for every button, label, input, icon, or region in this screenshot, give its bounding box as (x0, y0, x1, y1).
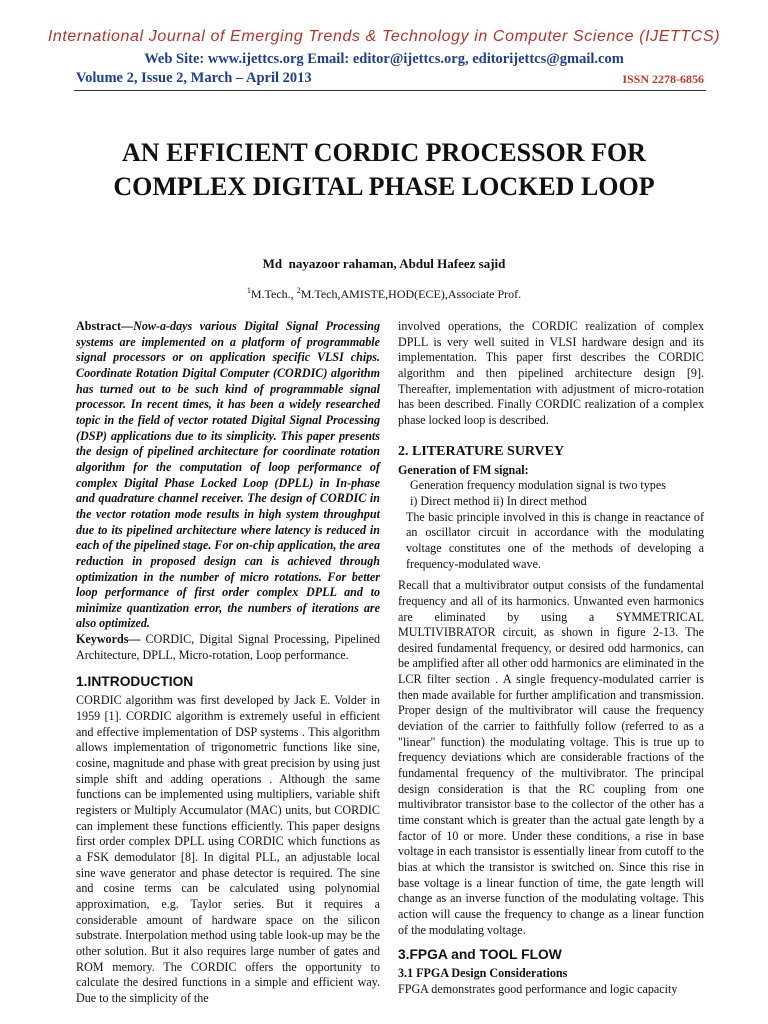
paper-title: AN EFFICIENT CORDIC PROCESSOR FOR COMPLEX DIGITAL PHASE LOCKED LOOP (113, 138, 655, 201)
issn: ISSN 2278-6856 (622, 72, 704, 86)
journal-title: International Journal of Emerging Trends & Technology in Computer Science (IJETTCS) (47, 28, 721, 45)
right-column (398, 319, 704, 998)
left-column (76, 319, 380, 1007)
abstract (76, 319, 380, 632)
fm-types-line: Generation frequency modulation signal is two types (410, 478, 666, 493)
fm-methods-line: i) Direct method ii) In direct method (410, 493, 587, 508)
paper-authors: Md nayazoor rahaman, Abdul Hafeez sajid (262, 256, 506, 271)
abstract-label: Abstract— (76, 319, 134, 333)
affiliation-part-2: M.Tech,AMISTE,HOD(ECE),Associate Prof. (300, 287, 522, 301)
header-divider (74, 90, 706, 91)
volume-issue: Volume 2, Issue 2, March – April 2013 (76, 70, 312, 86)
author-affiliation (0, 286, 768, 302)
affiliation-part-1: M.Tech., (250, 287, 297, 301)
fpga-text: FPGA demonstrates good performance and logic capacity (398, 981, 678, 996)
introduction-text: CORDIC algorithm was first developed by Jack E. Volder in 1959 [1]. CORDIC algorithm is extremely useful in efficient and effective implementation of DSP systems . This algorithm allows implementation of trigonometric functions like sine, cosine, magnitude and phase with great precision by using just simple shift and adding operations . Although the same functions can be implemented using multipliers, variable shift registers or Multiply Accumulator (MAC) units, but CORDIC can implement these functions efficiently. This paper designs first order complex DPLL using CORDIC which functions as a FSK demodulator [8]. In digital PLL, an adjustable local sine wave generator and phase detector is required. The sine and cosine terms can be calculated using polynomial approximation, e.g. Taylor series. But it requires a considerable amount of hardware space on the silicon substrate. Interpolation method using table look-up may be the other solution. But it also requires large number of gates and ROM memory. The CORDIC offers the opportunity to calculate the desired functions in a simple and efficient way. Due to the simplicity of the (76, 693, 380, 1005)
affiliation-sup-2: 2 (296, 286, 301, 295)
journal-website-line: Web Site: www.ijettcs.org Email: editor@ijettcs.org, editorijettcs@gmail.com (144, 51, 624, 67)
fm-generation-subheading: Generation of FM signal: (398, 462, 529, 477)
fm-principle-paragraph: The basic principle involved in this is change in reactance of an oscillator circuit in accordance with the modulating voltage constitutes one of the methods of developing a frequency-modulated wave. (406, 509, 704, 571)
fpga-heading: 3.FPGA and TOOL FLOW (398, 947, 562, 963)
introduction-heading: 1.INTRODUCTION (76, 674, 194, 690)
multivibrator-paragraph: Recall that a multivibrator output consists of the fundamental frequency and all of its harmonics. Unwanted even harmonics are eliminated by using a SYMMETRICAL MULTIVIBRATOR circuit, as shown in figure 2-13. The desired fundamental frequency, or desired odd harmonics, can be amplified after all other odd harmonics are eliminated in the LCR filter section . A single frequency-modulated carrier is then made available for further amplification and transmission. Proper design of the multivibrator will cause the frequency deviation of the carrier to faithfully follow (referred to as a "linear" function) the modulating voltage. This is true up to frequency deviations which are considerable fractions of the fundamental frequency of the multivibrator. The principal design consideration is that the RC coupling from one multivibrator transistor base to the collector of the other has a time constant which is greater than the actual gate length by a factor of 10 or more. Under these conditions, a rise in base voltage in each transistor is essentially linear from cutoff to the bias at which the transistor is switched on. Since this rise in base voltage is a linear function of time, the gate length will change as an inverse function of the modulating voltage. This action will cause the frequency to change as a linear function of the modulating voltage. (398, 578, 704, 937)
introduction-continued: involved operations, the CORDIC realization of complex DPLL is very well suited in VLSI hardware design and its implementation. This paper first describes the CORDIC algorithm and then pipelined architecture design [9]. Thereafter, implementation with adjustment of micro-rotation has been described. Finally CORDIC realization of a complex phase locked loop is described. (398, 319, 704, 427)
literature-survey-heading: 2. LITERATURE SURVEY (398, 443, 565, 459)
keywords-text: CORDIC, Digital Signal Processing, Pipelined Architecture, DPLL, Micro-rotation, Loop performance. (76, 632, 380, 662)
abstract-text: Now-a-days various Digital Signal Processing systems are implemented on a platform of programmable signal processors or on application specific VLSI chips. Coordinate Rotation Digital Computer (CORDIC) algorithm has turned out to be such kind of programmable signal processor. In recent times, it has been a widely researched topic in the field of vector rotated Digital Signal Processing (DSP) applications due to its simplicity. This paper presents the design of pipelined architecture for coordinate rotation algorithm for the computation of loop performance of complex Digital Phase Locked Loop (DPLL) in In-phase and quadrature channel receiver. The design of CORDIC in the vector rotation mode results in high system throughput due to its pipelined architecture where latency is reduced in each of the pipelined stage. For on-chip application, the area reduction in proposed design can is achieved through optimization in the number of micro rotations. For better loop performance of first order complex DPLL and to minimize quantization error, the numbers of iterations are also optimized. (76, 319, 381, 631)
keywords (76, 632, 380, 663)
fpga-subheading: 3.1 FPGA Design Considerations (398, 966, 568, 981)
affiliation-sup-1: 1 (246, 286, 251, 295)
keywords-label: Keywords— (76, 632, 141, 647)
